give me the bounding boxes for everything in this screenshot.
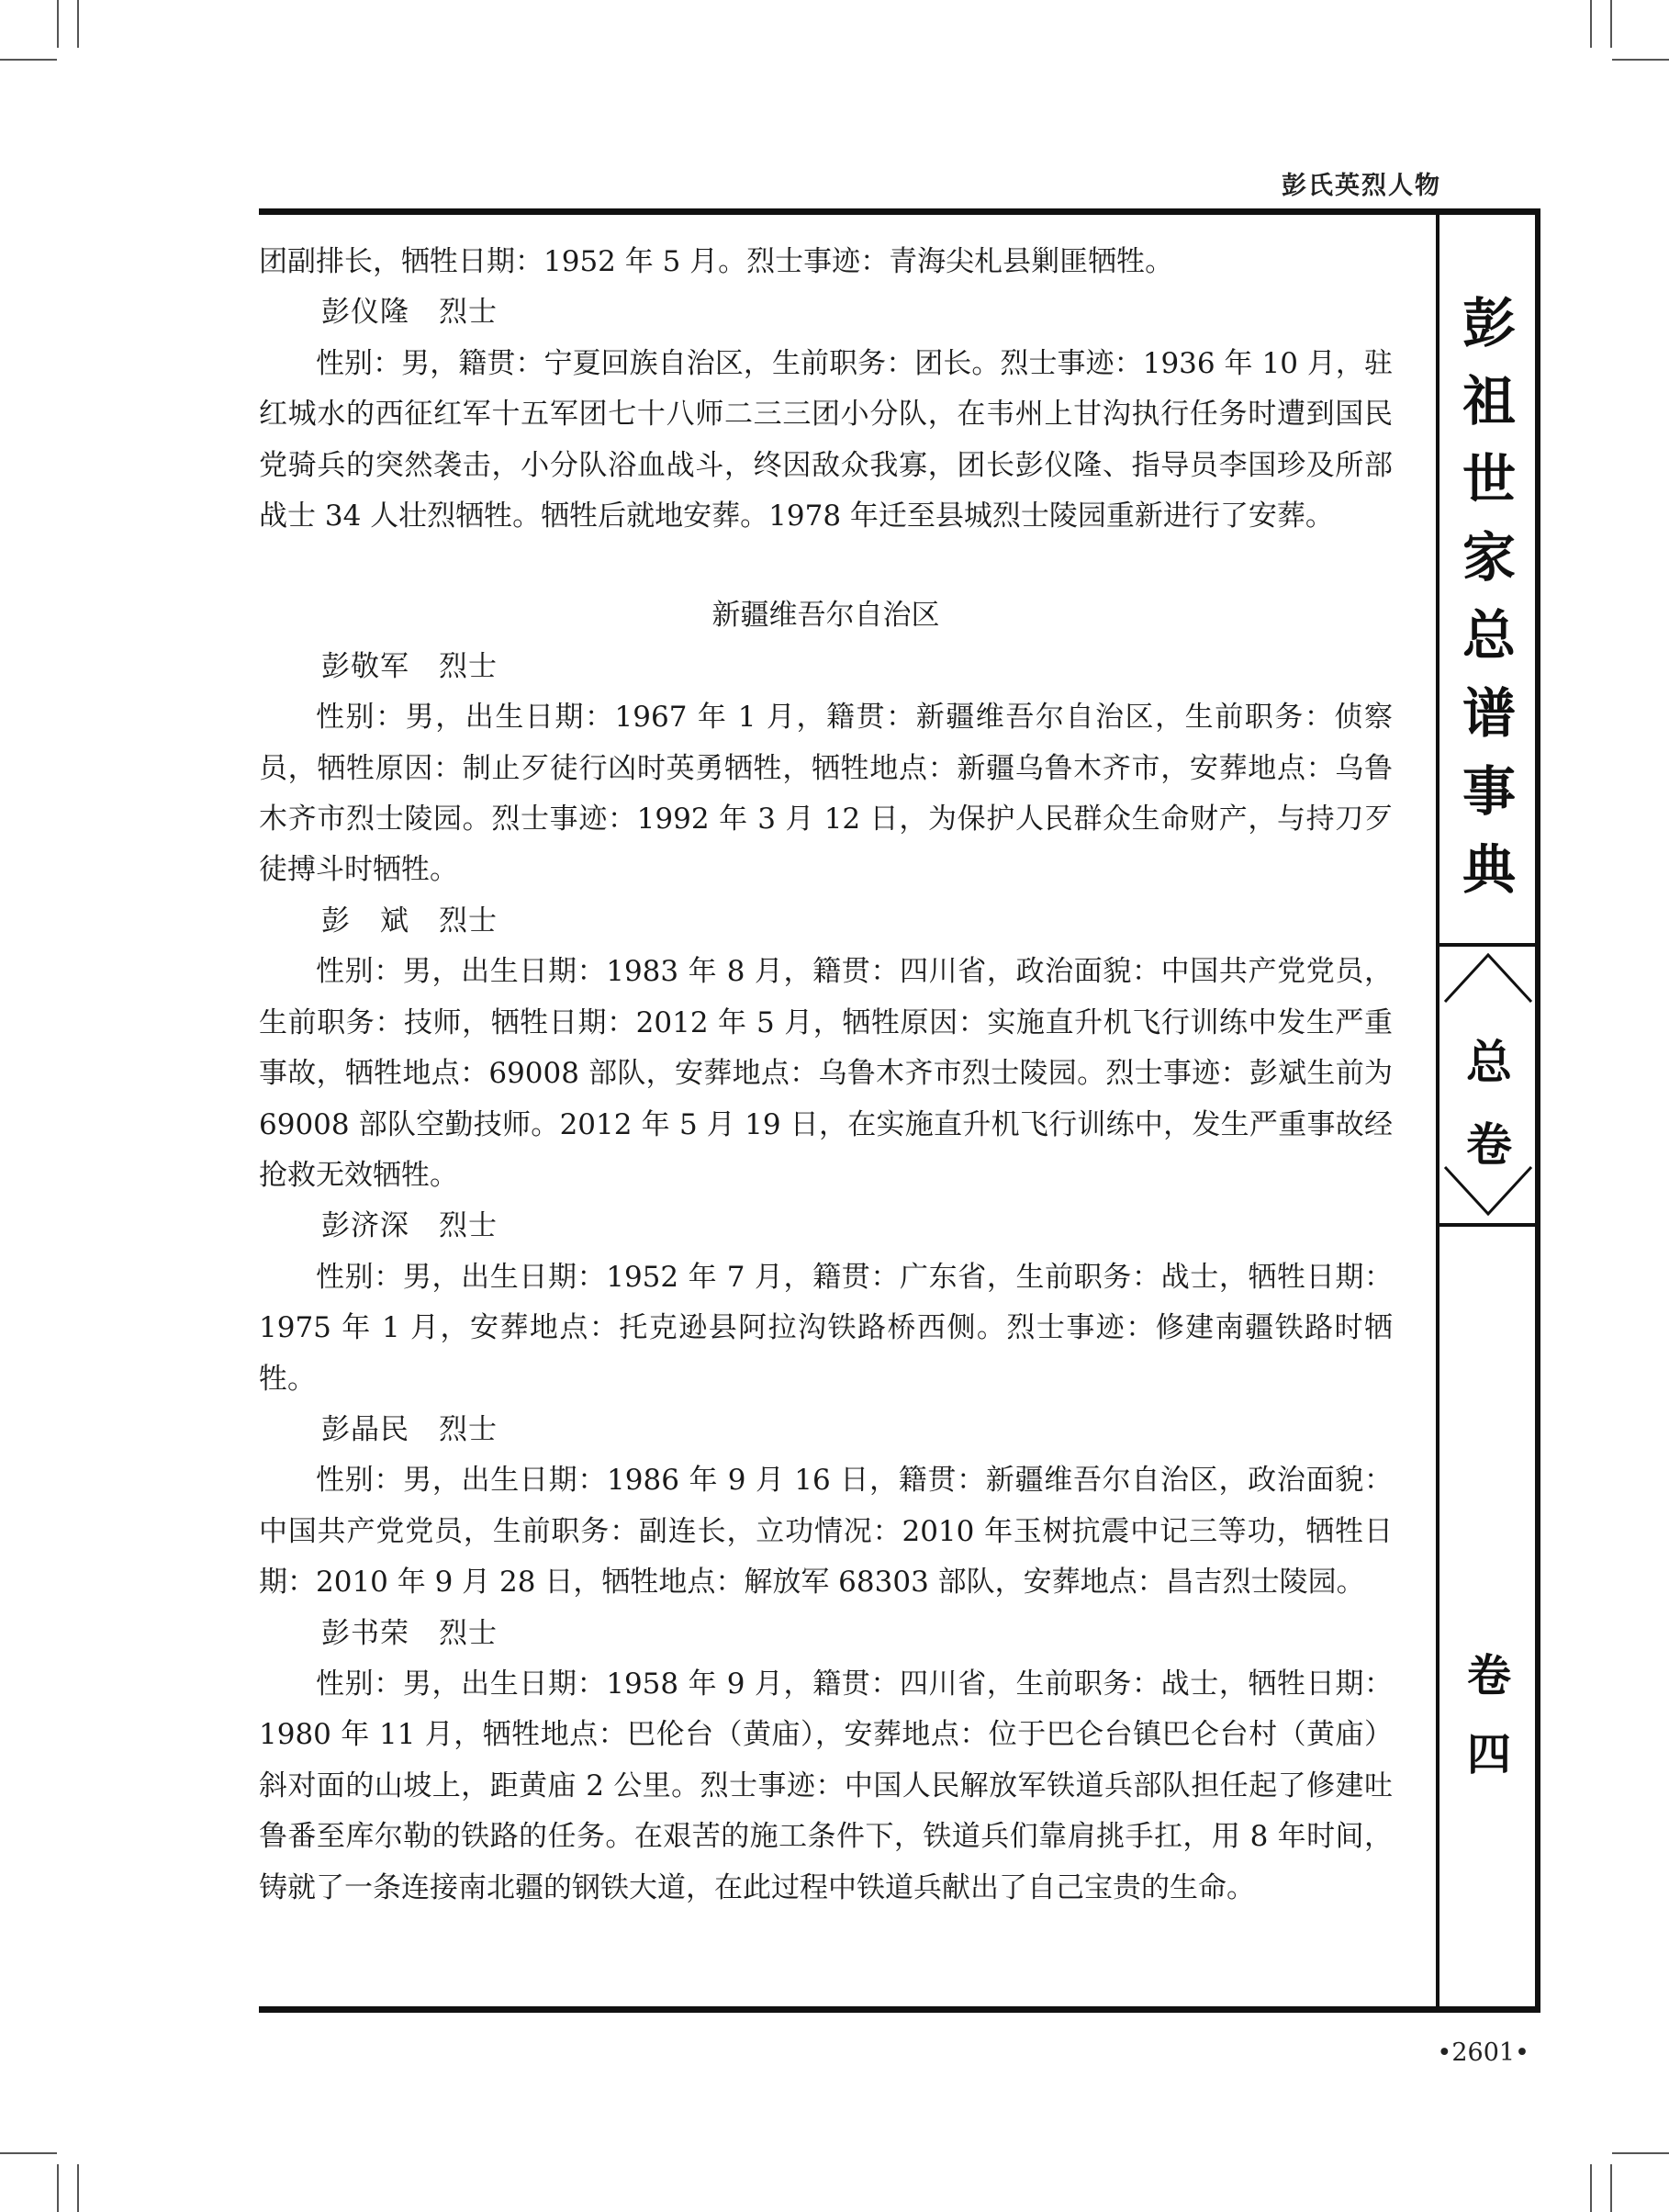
crop-mark (77, 0, 79, 48)
top-rule (259, 208, 1540, 215)
crop-mark (1612, 59, 1669, 61)
sidebar-border-left (1436, 208, 1439, 2013)
martyr-description: 性别：男，出生日期：1983 年 8 月，籍贯：四川省，政治面貌：中国共产党党员，生前职务：技师，牺牲日期：2012 年 5 月，牺牲原因：实施直升机飞行训练中发生严重事故，牺牲地点：69008 部队，安葬地点：乌鲁木齐市烈士陵园。烈士事迹：彭斌生前为 69008 部队空勤技师。2012 年 5 月 19 日，在实施直升机飞行训练中，发生严重事故经抢救无效牺牲。 (259, 955, 1393, 1192)
crop-mark (1610, 0, 1612, 48)
martyr-name: 彭书荣 烈士 (321, 1616, 498, 1650)
sidebar-divider (1436, 943, 1540, 947)
martyr-name: 彭仪隆 烈士 (321, 296, 498, 330)
martyr-name: 彭敬军 烈士 (321, 649, 498, 683)
martyr-description: 性别：男，出生日期：1967 年 1 月，籍贯：新疆维吾尔自治区，生前职务：侦察员，牺牲原因：制止歹徒行凶时英勇牺牲，牺牲地点：新疆乌鲁木齐市，安葬地点：乌鲁木齐市烈士陵园。烈士事迹：1992 年 3 月 12 日，为保护人民群众生命财产，与持刀歹徒搏斗时牺牲。 (259, 701, 1393, 887)
title-char: 总 (1462, 604, 1516, 667)
martyr-name: 彭 斌 烈士 (321, 904, 498, 938)
crop-mark (77, 2164, 79, 2212)
title-char: 祖 (1462, 370, 1516, 432)
crop-mark (1612, 2152, 1669, 2154)
section-heading: 新疆维吾尔自治区 (711, 599, 940, 633)
volume-label-char: 卷 (1466, 1118, 1512, 1172)
volume-number-char: 卷 (1466, 1650, 1511, 1701)
martyr-name: 彭济深 烈士 (321, 1209, 498, 1243)
body-text (259, 237, 1393, 1914)
martyr-description: 性别：男，出生日期：1986 年 9 月 16 日，籍贯：新疆维吾尔自治区，政治面貌：中国共产党党员，生前职务：副连长，立功情况：2010 年玉树抗震中记三等功，牺牲日期：2010 年 9 月 28 日，牺牲地点：解放军 68303 部队，安葬地点：昌吉烈士陵园。 (259, 1464, 1393, 1600)
crop-mark (1610, 2164, 1612, 2212)
sidebar-border-right (1535, 208, 1540, 2013)
title-char: 事 (1462, 760, 1516, 823)
page-number: •2601• (1437, 2038, 1529, 2067)
crop-mark (57, 0, 59, 48)
title-char: 世 (1462, 448, 1516, 511)
martyr-description: 性别：男，出生日期：1952 年 7 月，籍贯：广东省，生前职务：战士，牺牲日期：1975 年 1 月，安葬地点：托克逊县阿拉沟铁路桥西侧。烈士事迹：修建南疆铁路时牺牲。 (259, 1260, 1393, 1396)
volume-label-vertical (1452, 1021, 1526, 1186)
crop-mark (1590, 2164, 1592, 2212)
volume-number-vertical (1452, 1636, 1526, 1794)
martyr-description: 性别：男，出生日期：1958 年 9 月，籍贯：四川省，生前职务：战士，牺牲日期：1980 年 11 月，牺牲地点：巴伦台（黄庙），安葬地点：位于巴仑台镇巴仑台村（黄庙）斜对面的山坡上，距黄庙 2 公里。烈士事迹：中国人民解放军铁道兵部队担任起了修建吐鲁番至库尔勒的铁路的任务。在艰苦的施工条件下，铁道兵们靠肩挑手扛，用 8 年时间，铸就了一条连接南北疆的钢铁大道，在此过程中铁道兵献出了自己宝贵的生命。 (259, 1667, 1393, 1904)
crop-mark (1590, 0, 1592, 48)
title-char: 家 (1462, 526, 1516, 589)
sidebar-divider (1436, 1223, 1540, 1227)
title-char: 典 (1462, 838, 1516, 901)
continuation-paragraph: 团副排长，牺牲日期：1952 年 5 月。烈士事迹：青海尖札县剿匪牺牲。 (259, 245, 1174, 278)
bottom-rule (259, 2006, 1540, 2013)
volume-label-char: 总 (1466, 1036, 1512, 1089)
martyr-description: 性别：男，籍贯：宁夏回族自治区，生前职务：团长。烈士事迹：1936 年 10 月，驻红城水的西征红军十五军团七十八师二三三团小分队，在韦州上甘沟执行任务时遭到国民党骑兵的突然袭击，小分队浴血战斗，终因敌众我寡，团长彭仪隆、指导员李国珍及所部战士 34 人壮烈牺牲。牺牲后就地安葬。1978 年迁至县城烈士陵园重新进行了安葬。 (259, 346, 1393, 533)
crop-mark (0, 2152, 57, 2154)
crop-mark (0, 59, 57, 61)
running-head: 彭氏英烈人物 (1282, 172, 1441, 200)
book-title-vertical (1452, 285, 1526, 909)
crop-mark (57, 2164, 59, 2212)
title-char: 谱 (1462, 682, 1516, 745)
martyr-name: 彭晶民 烈士 (321, 1412, 498, 1446)
title-char: 彭 (1462, 292, 1516, 354)
volume-number-char: 四 (1466, 1729, 1511, 1780)
